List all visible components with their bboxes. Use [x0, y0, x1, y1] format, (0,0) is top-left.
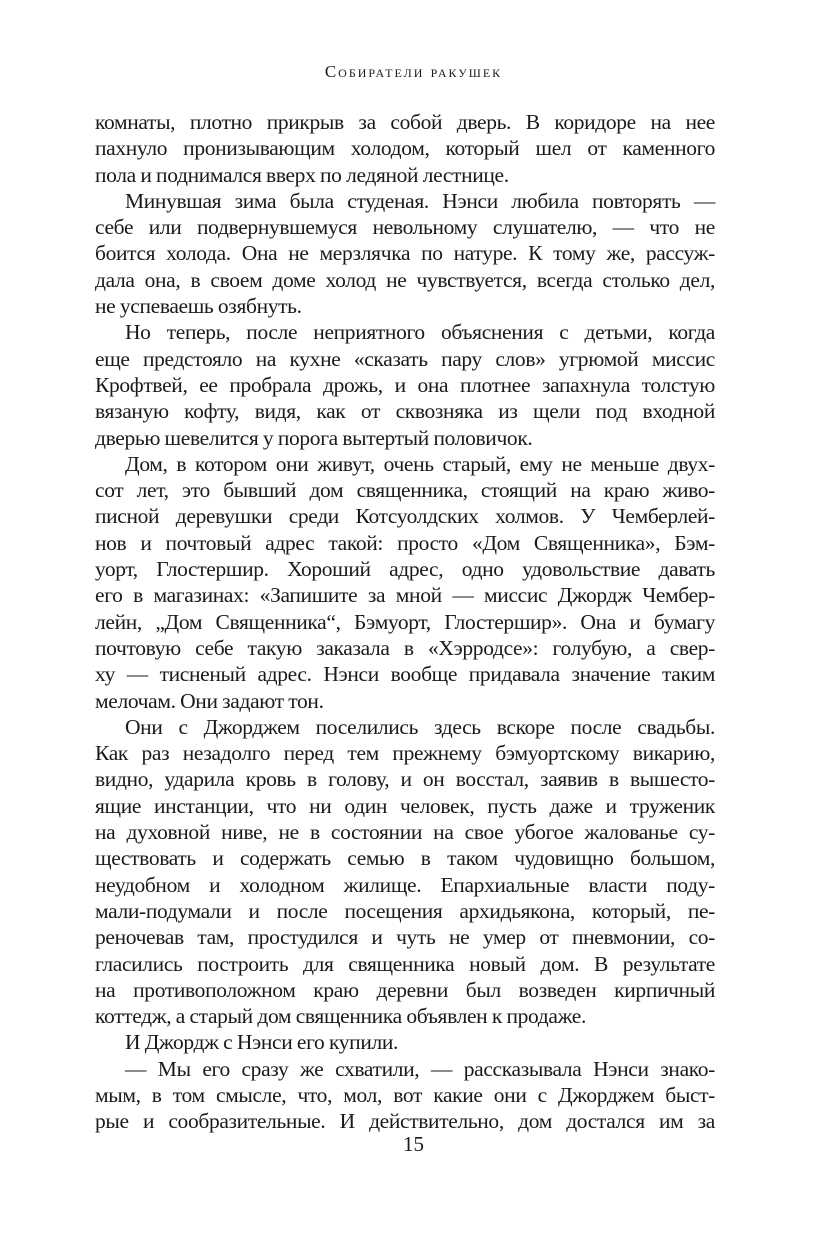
text-line: рые и сообразительные. И действительно, дом достался им за [95, 1109, 715, 1134]
text-line: нов и почтовый адрес такой: просто «Дом Священника», Бэм- [95, 530, 715, 555]
text-line: пахнуло пронизывающим холодом, который шел от каменного [95, 136, 715, 161]
text-line: мелочам. Они задают тон. [95, 688, 324, 713]
text-line: реночевав там, простудился и чуть не умер от пневмонии, со- [95, 925, 715, 950]
text-line: гласились построить для священника новый дом. В результате [95, 951, 715, 976]
page-number: 15 [403, 1132, 424, 1156]
text-line: Они с Джорджем поселились здесь вскоре после свадьбы. [125, 714, 715, 739]
running-head: Собиратели ракушек [324, 62, 503, 81]
text-line: боится холода. Она не мерзлячка по натуре. К тому же, рассуж- [95, 241, 715, 266]
text-line: вязаную кофту, видя, как от сквозняка из щели под входной [95, 399, 715, 424]
text-line: лейн, „Дом Священника“, Бэмуорт, Глостершир». Она и бумагу [95, 609, 715, 634]
text-line: — Мы его сразу же схватили, — рассказывала Нэнси знако- [125, 1056, 715, 1081]
text-line: на противоположном краю деревни был возведен кирпичный [95, 977, 715, 1002]
text-line: уорт, Глостершир. Хороший адрес, одно удовольствие давать [95, 557, 715, 582]
text-line: видно, ударила кровь в голову, и он восстал, заявив в вышесто- [95, 767, 715, 792]
text-line: писной деревушки среди Котсуолдских холмов. У Чемберлей- [95, 504, 715, 529]
text-line: коттедж, а старый дом священника объявлен к продаже. [95, 1004, 587, 1029]
body-text [95, 109, 715, 1135]
text-line: почтовую себе такую заказала в «Хэрродсе»: голубую, а свер- [95, 635, 715, 660]
text-line: ящие инстанции, что ни один человек, пусть даже и труженик [95, 793, 715, 818]
text-line: Крофтвей, ее пробрала дрожь, и она плотнее запахнула толстую [95, 372, 715, 397]
text-line: Но теперь, после неприятного объяснения с детьми, когда [125, 320, 715, 345]
text-line: Как раз незадолго перед тем прежнему бэмуортскому викарию, [95, 741, 715, 766]
text-line: Минувшая зима была студеная. Нэнси любила повторять — [125, 188, 715, 213]
text-line: себе или подвернувшемуся невольному слушателю, — что не [95, 215, 715, 240]
text-line: не успеваешь озябнуть. [95, 294, 302, 319]
text-line: неудобном и холодном жилище. Епархиальные власти поду- [95, 872, 715, 897]
text-line: комнаты, плотно прикрыв за собой дверь. В коридоре на нее [95, 110, 715, 134]
text-line: Дом, в котором они живут, очень старый, ему не меньше двух- [125, 451, 715, 476]
text-line: мали-подумали и после посещения архидьякона, который, пе- [95, 898, 715, 923]
text-line: И Джордж с Нэнси его купили. [125, 1030, 399, 1055]
text-line: сот лет, это бывший дом священника, стоящий на краю живо- [95, 478, 715, 503]
text-line: мым, в том смысле, что, мол, вот какие они с Джорджем быст- [95, 1082, 715, 1107]
text-line: на духовной ниве, не в состоянии на свое убогое жалованье су- [95, 820, 715, 845]
text-line: еще предстояло на кухне «сказать пару слов» угрюмой миссис [95, 346, 715, 371]
text-line: дала она, в своем доме холод не чувствуется, всегда столько дел, [95, 267, 715, 292]
text-line: ху — тисненый адрес. Нэнси вообще придавала значение таким [95, 662, 715, 687]
text-line: пола и поднимался вверх по ледяной лестнице. [95, 162, 509, 187]
text-line: дверью шевелится у порога вытертый половичок. [95, 425, 533, 450]
text-line: его в магазинах: «Запишите за мной — миссис Джордж Чембер- [95, 583, 715, 608]
text-line: ществовать и содержать семью в таком чудовищно большом, [95, 846, 715, 871]
